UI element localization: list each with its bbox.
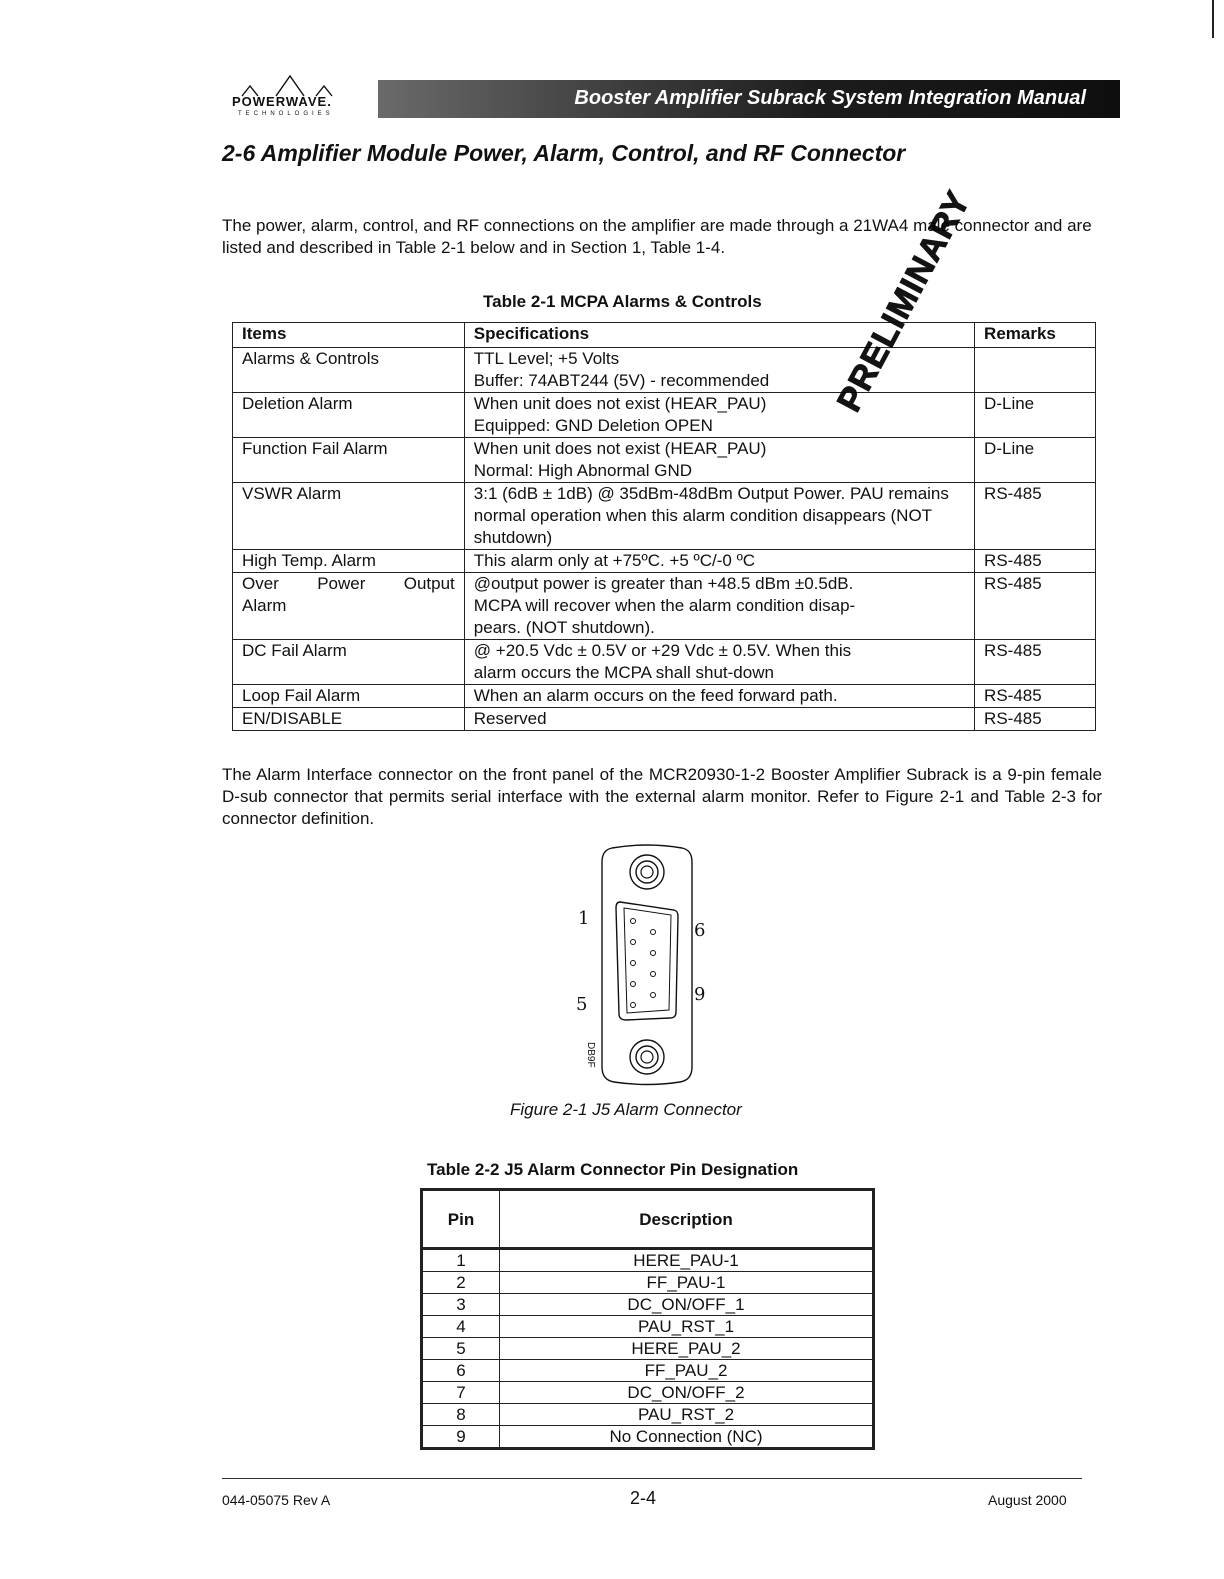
remarks-cell [975,348,1096,393]
item-cell: Loop Fail Alarm [233,685,465,708]
item-cell: Deletion Alarm [233,393,465,438]
footer-date: August 2000 [988,1492,1067,1508]
logo-subtext: TECHNOLOGIES [238,111,334,117]
figure-caption: Figure 2-1 J5 Alarm Connector [510,1100,742,1119]
header-description: Description [500,1190,874,1249]
footer-divider [222,1478,1082,1479]
remarks-cell: RS-485 [975,573,1096,640]
desc-cell: PAU_RST_1 [500,1316,874,1338]
intro-paragraph: The power, alarm, control, and RF connections on the amplifier are made through a 21WA4 male connector and are listed and described in Table 2-1 below and in Section 1, Table 1-4. [222,216,1092,257]
pin-cell: 7 [422,1382,500,1404]
table-header-row [422,1190,874,1249]
remarks-cell: RS-485 [975,685,1096,708]
desc-cell: HERE_PAU_2 [500,1338,874,1360]
pin-designation-table [420,1188,875,1450]
item-cell: EN/DISABLE [233,708,465,731]
item-cell: VSWR Alarm [233,483,465,550]
table-row [422,1338,874,1360]
header-items: Items [233,323,465,348]
table-row [422,1426,874,1449]
remarks-cell: D-Line [975,393,1096,438]
table-row [422,1382,874,1404]
spec-cell: When an alarm occurs on the feed forward path. [464,685,974,708]
table-row [233,685,1096,708]
pin-label-6: 6 [694,920,706,941]
remarks-cell: D-Line [975,438,1096,483]
table-row [422,1294,874,1316]
spec-line: When unit does not exist (HEAR_PAU) [473,439,767,458]
item-cell: Alarms & Controls [233,348,465,393]
table-row [233,640,1096,685]
pin-cell: 5 [422,1338,500,1360]
desc-cell: No Connection (NC) [500,1426,874,1449]
table-header-row [233,323,1096,348]
spec-cell [464,640,974,685]
desc-cell: HERE_PAU-1 [500,1249,874,1272]
spec-line: pears. (NOT shutdown). [473,618,655,637]
spec-line: @output power is greater than +48.5 dBm ±0.5dB. [473,574,854,593]
pin-cell: 8 [422,1404,500,1426]
table-row [233,573,1096,640]
manual-title-bar [378,80,1120,118]
spec-line: Buffer: 74ABT244 (5V) - recommended [473,371,770,390]
spec-line: Normal: High Abnormal GND [473,461,693,480]
item-cell [233,573,465,640]
logo-word: POWERWAVE. [232,94,332,109]
table-row [422,1360,874,1382]
table1-caption: Table 2-1 MCPA Alarms & Controls [483,292,762,311]
pin-cell: 1 [422,1249,500,1272]
spec-line: TTL Level; +5 Volts [473,349,620,368]
table-row [233,348,1096,393]
item-cell: DC Fail Alarm [233,640,465,685]
spec-cell [464,438,974,483]
pin-cell: 4 [422,1316,500,1338]
desc-cell: FF_PAU_2 [500,1360,874,1382]
desc-cell: DC_ON/OFF_2 [500,1382,874,1404]
pin-label-9: 9 [694,984,706,1005]
manual-title: Booster Amplifier Subrack System Integration Manual [574,87,1086,109]
table-row [422,1316,874,1338]
db9f-side-label: DB9F [585,1042,596,1068]
remarks-cell: RS-485 [975,640,1096,685]
pin-cell: 2 [422,1272,500,1294]
footer-page-number: 2-4 [630,1488,657,1508]
pin-cell: 3 [422,1294,500,1316]
footer-doc-number: 044-05075 Rev A [222,1492,331,1508]
item-line: Alarm [242,596,287,615]
powerwave-logo [232,74,352,124]
table-row [233,550,1096,573]
pin-label-5: 5 [576,994,588,1015]
table-row [422,1404,874,1426]
edge-mark [1212,0,1214,38]
remarks-cell: RS-485 [975,708,1096,731]
spec-cell: This alarm only at +75ºC. +5 ºC/-0 ºC [464,550,974,573]
header-specifications: Specifications [464,323,974,348]
spec-line: When unit does not exist (HEAR_PAU) [473,394,767,413]
header-remarks: Remarks [975,323,1096,348]
spec-cell: 3:1 (6dB ± 1dB) @ 35dBm-48dBm Output Power. PAU remains normal operation when this alarm condition disappears (NOT shutdown) [464,483,974,550]
spec-line: @ +20.5 Vdc ± 0.5V or +29 Vdc ± 0.5V. When this [473,641,852,660]
alarm-paragraph: The Alarm Interface connector on the front panel of the MCR20930-1-2 Booster Amplifier Subrack is a 9-pin female D-sub connector that permits serial interface with the external alarm monitor. Refer to Figure 2-1 and Table 2-3 for connector definition. [222,765,1102,828]
desc-cell: DC_ON/OFF_1 [500,1294,874,1316]
spec-cell [464,393,974,438]
table2-caption: Table 2-2 J5 Alarm Connector Pin Designation [427,1160,799,1179]
header-pin: Pin [422,1190,500,1249]
table-row [422,1249,874,1272]
desc-cell: PAU_RST_2 [500,1404,874,1426]
mcpa-alarms-table [232,322,1096,731]
section-title: 2-6 Amplifier Module Power, Alarm, Control, and RF Connector [222,140,906,166]
spec-cell: Reserved [464,708,974,731]
item-cell: High Temp. Alarm [233,550,465,573]
desc-cell: FF_PAU-1 [500,1272,874,1294]
item-line: Over Power Output [242,574,455,593]
spec-line: Equipped: GND Deletion OPEN [473,416,713,435]
table-row [422,1272,874,1294]
pin-cell: 9 [422,1426,500,1449]
table-row [233,393,1096,438]
pin-cell: 6 [422,1360,500,1382]
preliminary-watermark: PRELIMINARY [830,184,979,418]
spec-cell [464,573,974,640]
remarks-cell: RS-485 [975,550,1096,573]
spec-line: MCPA will recover when the alarm condition disap- [473,596,856,615]
table-row [233,483,1096,550]
table-row [233,438,1096,483]
item-cell: Function Fail Alarm [233,438,465,483]
pin-label-1: 1 [578,908,590,929]
db9-connector-figure [572,842,722,1092]
table-row [233,708,1096,731]
spec-line: alarm occurs the MCPA shall shut-down [473,663,774,682]
remarks-cell: RS-485 [975,483,1096,550]
